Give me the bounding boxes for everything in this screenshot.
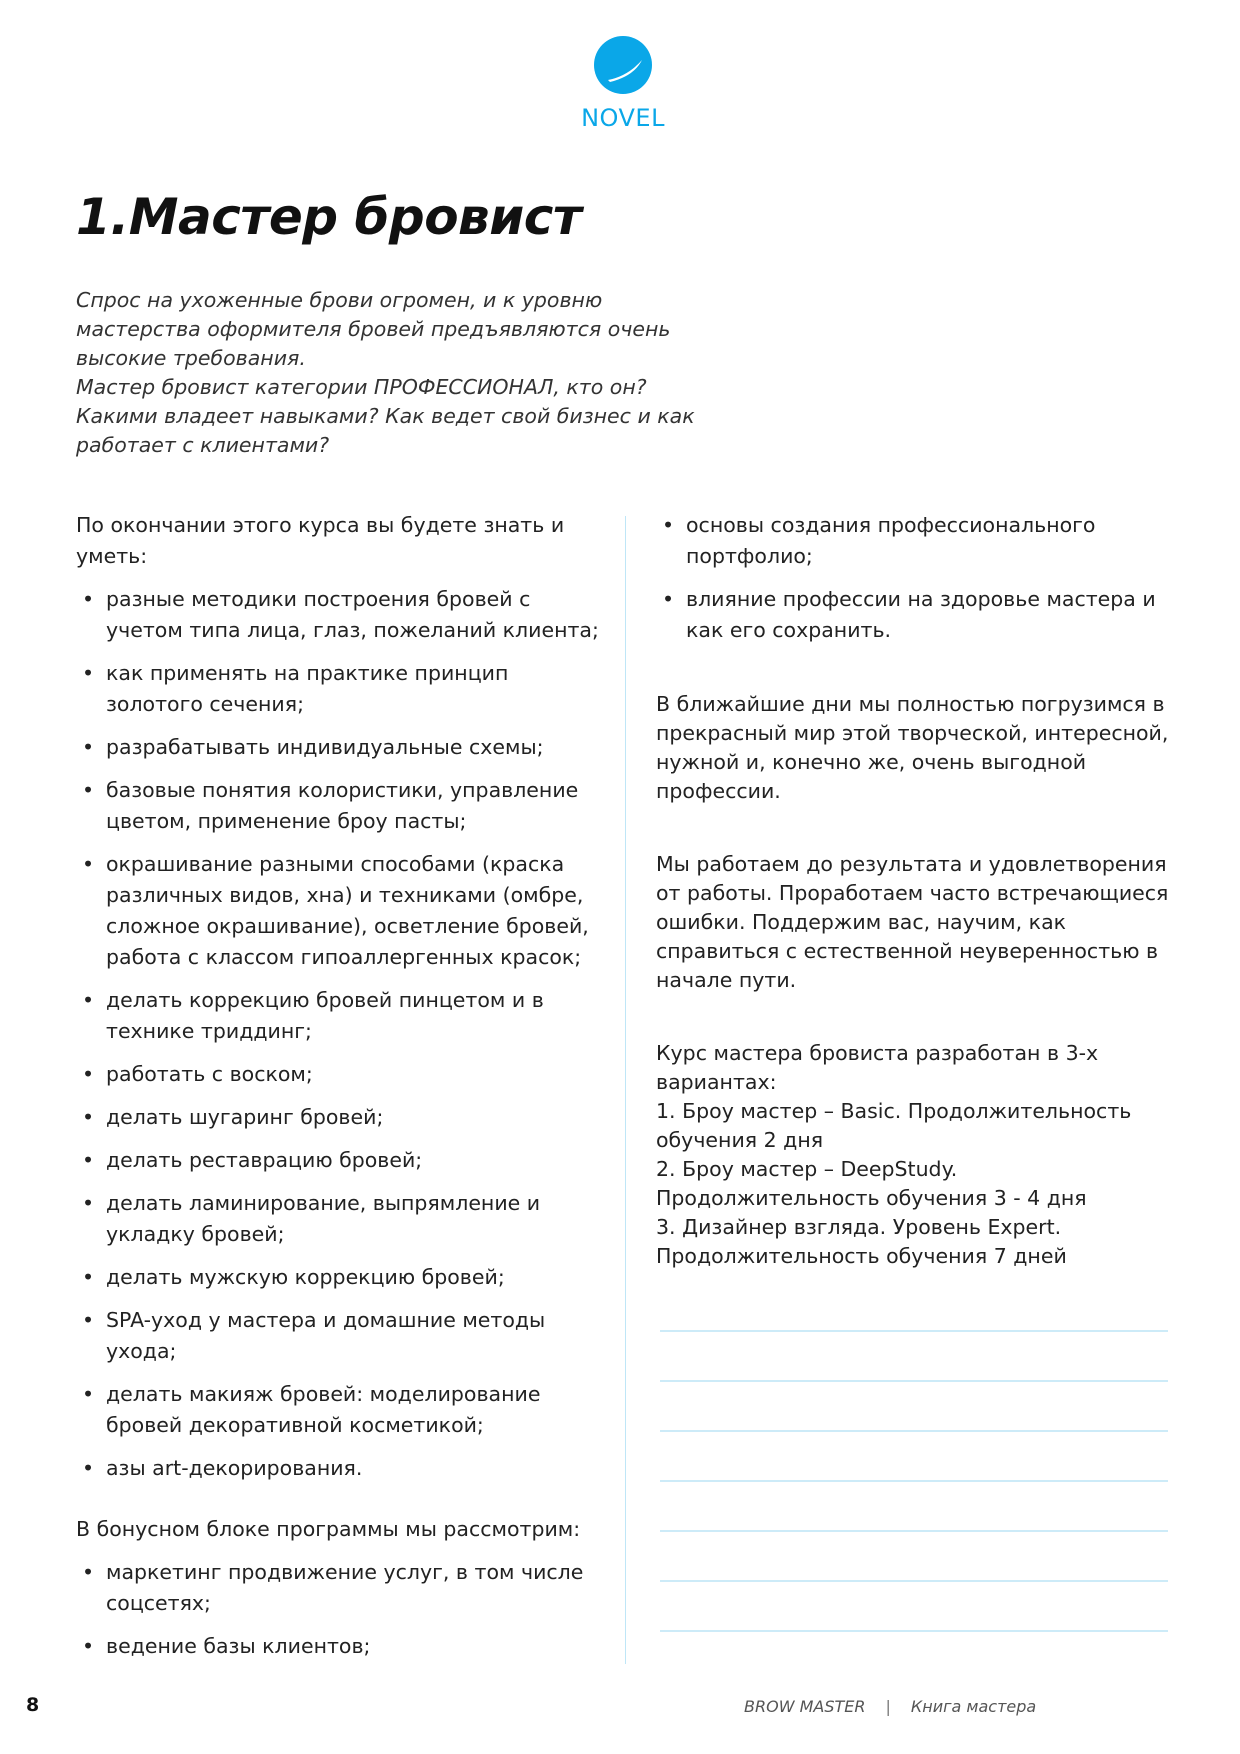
list-item — [76, 1262, 606, 1293]
brand-name: NOVEL — [581, 104, 665, 132]
bullet-icon: • — [82, 661, 95, 685]
list-item-text: делать коррекцию бровей пинцетом и в технике триддинг; — [106, 988, 544, 1043]
list-item-text: разрабатывать индивидуальные схемы; — [106, 735, 544, 759]
bonus-list-continued — [656, 510, 1176, 646]
list-item-text: делать макияж бровей: моделирование бровей декоративной косметикой; — [106, 1382, 541, 1437]
skills-list — [76, 584, 606, 1484]
bullet-icon: • — [82, 778, 95, 802]
list-item — [76, 584, 606, 646]
list-item-text: базовые понятия колористики, управление цветом, применение броу пасты; — [106, 778, 579, 833]
notes-line — [660, 1430, 1168, 1432]
list-item-text: основы создания профессионального портфолио; — [686, 513, 1096, 568]
intro-paragraph: Спрос на ухоженные брови огромен, и к уровню мастерства оформителя бровей предъявляются очень высокие требования. — [76, 288, 671, 370]
footer-separator: | — [885, 1697, 891, 1716]
list-item-text: окрашивание разными способами (краска различных видов, хна) и техниками (омбре, сложное окрашивание), осветление бровей, работа с классом гипоаллергенных красок; — [106, 852, 589, 969]
course-variant: 2. Броу мастер – DeepStudy. Продолжительность обучения 3 - 4 дня — [656, 1157, 1087, 1210]
bonus-list — [76, 1557, 606, 1662]
bullet-icon: • — [82, 1560, 95, 1584]
list-item — [76, 849, 606, 973]
notes-line — [660, 1530, 1168, 1532]
running-footer — [744, 1697, 1036, 1716]
bullet-icon: • — [82, 735, 95, 759]
notes-line — [660, 1580, 1168, 1582]
list-item-text: работать с воском; — [106, 1062, 313, 1086]
right-column — [656, 510, 1176, 1271]
course-variant: 3. Дизайнер взгляда. Уровень Expert. Продолжительность обучения 7 дней — [656, 1215, 1067, 1268]
list-item-text: ведение базы клиентов; — [106, 1634, 371, 1658]
bullet-icon: • — [82, 1634, 95, 1658]
skills-heading: По окончании этого курса вы будете знать и уметь: — [76, 513, 565, 568]
column-divider — [625, 516, 626, 1664]
bullet-icon: • — [82, 1148, 95, 1172]
page-title: 1.Мастер бровист — [76, 188, 582, 246]
section-name: Книга мастера — [910, 1697, 1037, 1716]
bullet-icon: • — [82, 1265, 95, 1289]
list-item — [656, 584, 1176, 646]
list-item-text: делать реставрацию бровей; — [106, 1148, 423, 1172]
bullet-icon: • — [82, 1105, 95, 1129]
list-item — [76, 1453, 606, 1484]
list-item — [76, 1557, 606, 1619]
list-item-text: азы art-декорирования. — [106, 1456, 363, 1480]
immersion-paragraph: В ближайшие дни мы полностью погрузимся в прекрасный мир этой творческой, интересной, нужной и, конечно же, очень выгодной профессии. — [656, 692, 1169, 803]
list-item-text: делать шугаринг бровей; — [106, 1105, 384, 1129]
publication-name: BROW MASTER — [744, 1697, 866, 1716]
list-item — [76, 1631, 606, 1662]
course-variants — [656, 1039, 1176, 1271]
list-item — [76, 1305, 606, 1367]
list-item — [76, 732, 606, 763]
bullet-icon: • — [82, 1062, 95, 1086]
list-item-text: как применять на практике принцип золотого сечения; — [106, 661, 509, 716]
list-item — [656, 510, 1176, 572]
list-item-text: маркетинг продвижение услуг, в том числе соцсетях; — [106, 1560, 584, 1615]
bullet-icon: • — [662, 513, 675, 537]
list-item-text: влияние профессии на здоровье мастера и как его сохранить. — [686, 587, 1156, 642]
bullet-icon: • — [82, 1308, 95, 1332]
list-item — [76, 775, 606, 837]
page-number: 8 — [26, 1694, 40, 1716]
bullet-icon: • — [82, 1191, 95, 1215]
bullet-icon: • — [82, 852, 95, 876]
support-paragraph: Мы работаем до результата и удовлетворения от работы. Проработаем часто встречающиеся ошибки. Поддержим вас, научим, как справиться с естественной неуверенностью в начале пути. — [656, 852, 1169, 992]
list-item — [76, 1379, 606, 1441]
left-column — [76, 510, 606, 1662]
course-variants-intro: Курс мастера бровиста разработан в 3-х вариантах: — [656, 1041, 1099, 1094]
bullet-icon: • — [82, 1382, 95, 1406]
list-item-text: делать ламинирование, выпрямление и укладку бровей; — [106, 1191, 541, 1246]
bullet-icon: • — [82, 988, 95, 1012]
list-item — [76, 658, 606, 720]
novel-logo-icon — [594, 36, 652, 94]
bullet-icon: • — [662, 587, 675, 611]
notes-line — [660, 1380, 1168, 1382]
notes-line — [660, 1630, 1168, 1632]
list-item — [76, 1059, 606, 1090]
list-item — [76, 1102, 606, 1133]
notes-line — [660, 1480, 1168, 1482]
list-item-text: SPA-уход у мастера и домашние методы ухода; — [106, 1308, 546, 1363]
intro-paragraph: Мастер бровист категории ПРОФЕССИОНАЛ, кто он? Какими владеет навыками? Как ведет свой бизнес и как работает с клиентами? — [76, 375, 695, 457]
list-item-text: делать мужскую коррекцию бровей; — [106, 1265, 505, 1289]
bullet-icon: • — [82, 587, 95, 611]
list-item — [76, 1145, 606, 1176]
list-item-text: разные методики построения бровей с учетом типа лица, глаз, пожеланий клиента; — [106, 587, 599, 642]
course-variant: 1. Броу мастер – Basic. Продолжительность обучения 2 дня — [656, 1099, 1132, 1152]
notes-line — [660, 1330, 1168, 1332]
bullet-icon: • — [82, 1456, 95, 1480]
list-item — [76, 985, 606, 1047]
list-item — [76, 1188, 606, 1250]
bonus-heading: В бонусном блоке программы мы рассмотрим: — [76, 1517, 581, 1541]
